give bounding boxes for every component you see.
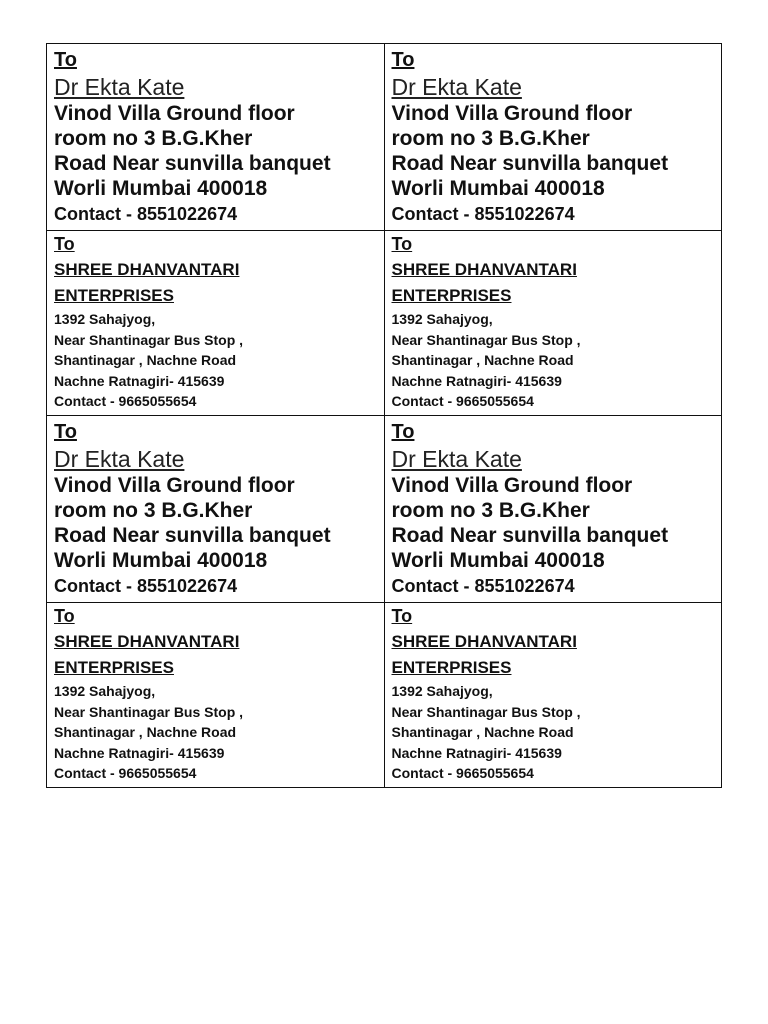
recipient-name: SHREE DHANVANTARI [391, 632, 577, 651]
label-row [47, 603, 722, 788]
recipient-name: ENTERPRISES [391, 658, 512, 677]
contact-line: Contact - 9665055654 [54, 765, 197, 781]
contact-line: Contact - 9665055654 [54, 393, 197, 409]
label-row [47, 44, 722, 231]
address-label-sheet [46, 43, 722, 788]
recipient-name: Dr Ekta Kate [54, 74, 185, 100]
address-line: room no 3 B.G.Kher [391, 499, 590, 522]
label-to: To [391, 234, 413, 254]
address-label [47, 603, 385, 788]
recipient-name: Dr Ekta Kate [391, 446, 522, 472]
address-line: Road Near sunvilla banquet [391, 524, 669, 547]
address-line: Worli Mumbai 400018 [54, 549, 268, 572]
recipient-name: ENTERPRISES [54, 286, 174, 305]
address-line: Worli Mumbai 400018 [391, 549, 605, 572]
recipient-name: SHREE DHANVANTARI [391, 260, 577, 279]
address-line: Near Shantinagar Bus Stop , [54, 703, 244, 720]
address-line: Vinod Villa Ground floor [54, 102, 295, 125]
address-line: 1392 Sahajyog, [391, 311, 493, 327]
label-to: To [54, 421, 77, 443]
contact-line: Contact - 9665055654 [391, 765, 534, 781]
address-line: 1392 Sahajyog, [54, 311, 156, 327]
recipient-name: SHREE DHANVANTARI [54, 632, 240, 651]
contact-line: Contact - 8551022674 [54, 576, 238, 596]
address-line: Vinod Villa Ground floor [54, 474, 295, 497]
contact-line: Contact - 8551022674 [54, 204, 238, 224]
address-line: Worli Mumbai 400018 [54, 177, 268, 200]
address-label [47, 416, 385, 603]
contact-line: Contact - 8551022674 [391, 576, 575, 596]
recipient-name: Dr Ekta Kate [391, 74, 522, 100]
label-to: To [54, 234, 75, 254]
address-line: Vinod Villa Ground floor [391, 474, 633, 497]
address-line: Road Near sunvilla banquet [54, 152, 331, 175]
address-label [384, 231, 722, 416]
address-line: room no 3 B.G.Kher [391, 127, 590, 150]
contact-line: Contact - 8551022674 [391, 204, 575, 224]
address-line: Shantinagar , Nachne Road [54, 724, 237, 740]
address-label [384, 416, 722, 603]
address-line: 1392 Sahajyog, [54, 683, 156, 699]
recipient-name: ENTERPRISES [391, 286, 512, 305]
recipient-name: Dr Ekta Kate [54, 446, 185, 472]
address-line: Nachne Ratnagiri- 415639 [54, 372, 225, 389]
address-line: room no 3 B.G.Kher [54, 499, 253, 522]
address-line: Road Near sunvilla banquet [391, 152, 669, 175]
recipient-name: SHREE DHANVANTARI [54, 260, 240, 279]
address-line: Worli Mumbai 400018 [391, 177, 605, 200]
address-line: Road Near sunvilla banquet [54, 524, 331, 547]
address-line: Vinod Villa Ground floor [391, 102, 633, 125]
address-line: Nachne Ratnagiri- 415639 [391, 372, 562, 389]
address-line: room no 3 B.G.Kher [54, 127, 253, 150]
label-to: To [391, 421, 415, 443]
address-label [47, 44, 385, 231]
label-row [47, 231, 722, 416]
label-to: To [54, 49, 77, 71]
address-label [384, 603, 722, 788]
label-to: To [391, 606, 413, 626]
address-line: Near Shantinagar Bus Stop , [391, 331, 581, 348]
label-to: To [54, 606, 75, 626]
address-label [47, 231, 385, 416]
address-line: Near Shantinagar Bus Stop , [391, 703, 581, 720]
address-line: Near Shantinagar Bus Stop , [54, 331, 244, 348]
address-line: Nachne Ratnagiri- 415639 [54, 744, 225, 761]
address-line: Shantinagar , Nachne Road [391, 724, 574, 740]
address-line: Shantinagar , Nachne Road [54, 352, 237, 368]
label-row [47, 416, 722, 603]
address-line: Nachne Ratnagiri- 415639 [391, 744, 562, 761]
contact-line: Contact - 9665055654 [391, 393, 534, 409]
address-line: 1392 Sahajyog, [391, 683, 493, 699]
address-label [384, 44, 722, 231]
recipient-name: ENTERPRISES [54, 658, 174, 677]
address-line: Shantinagar , Nachne Road [391, 352, 574, 368]
label-to: To [391, 49, 415, 71]
